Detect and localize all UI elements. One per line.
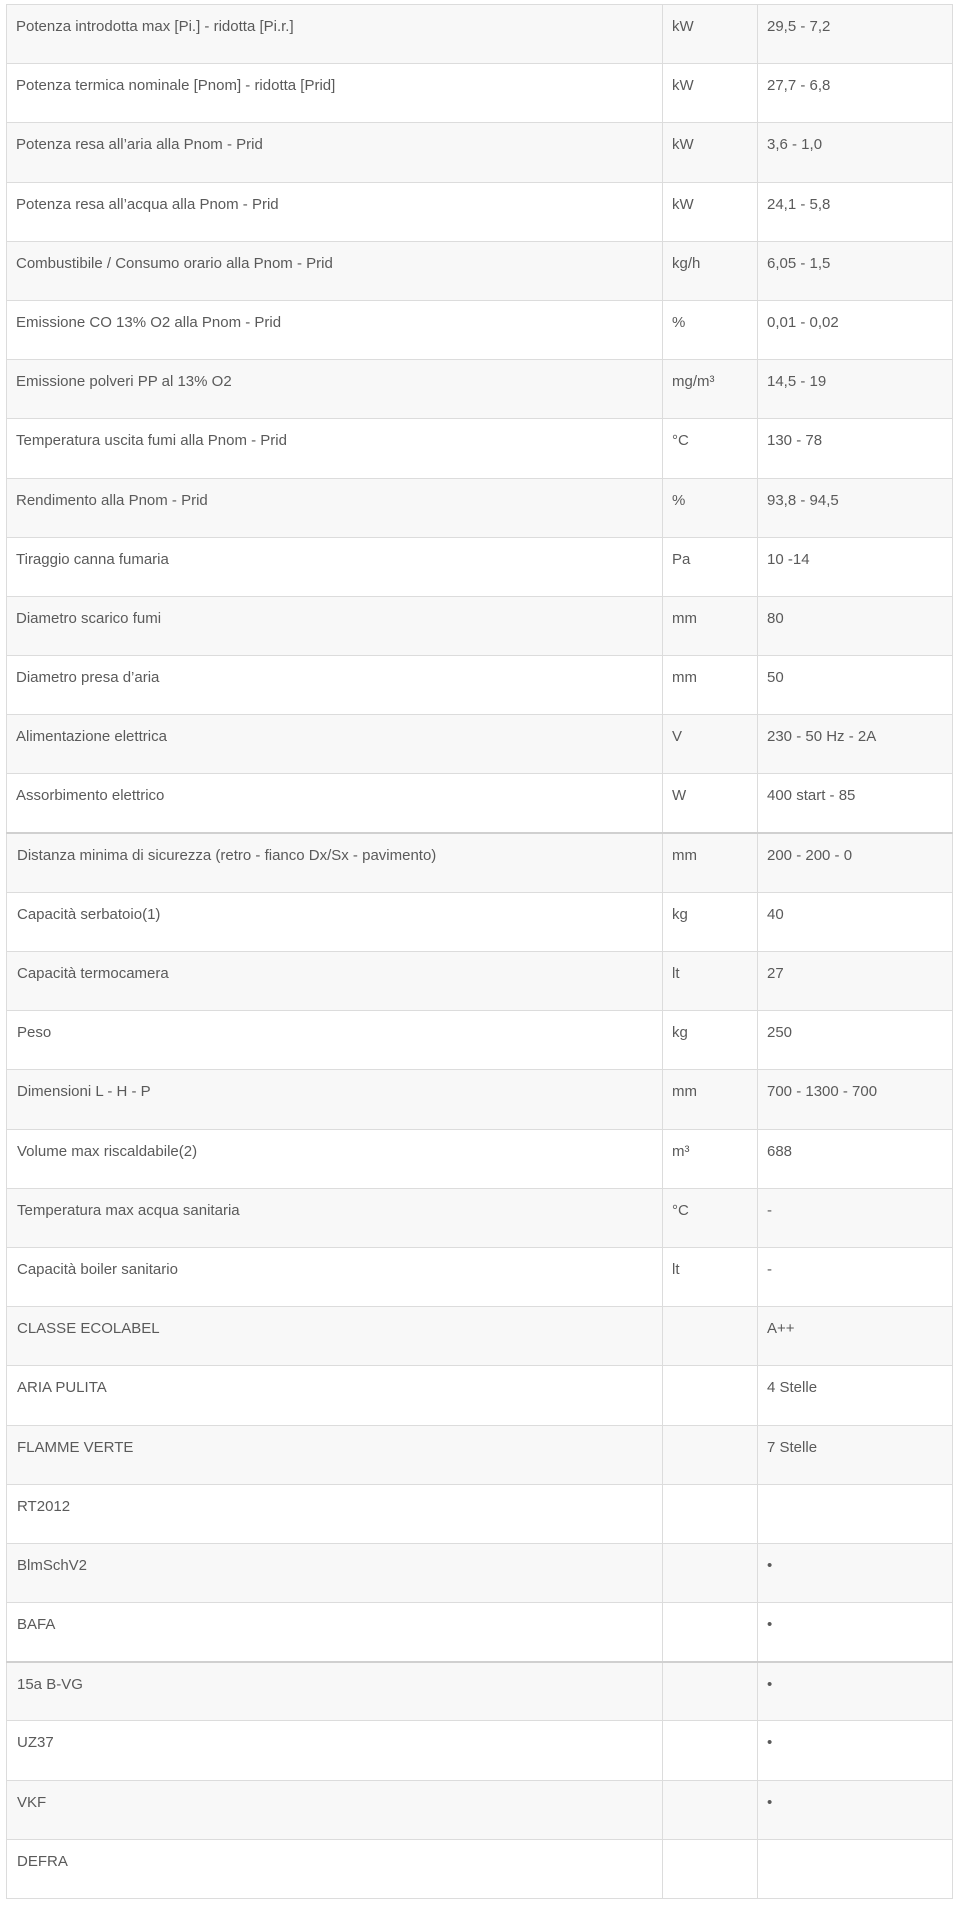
row-value: 4 Stelle	[758, 1366, 953, 1425]
row-value: 14,5 - 19	[758, 360, 953, 419]
row-value: 27,7 - 6,8	[758, 64, 953, 123]
table-row	[7, 1839, 953, 1898]
table-row	[7, 833, 953, 892]
row-value: 250	[758, 1011, 953, 1070]
row-value: 3,6 - 1,0	[758, 123, 953, 182]
row-value: 6,05 - 1,5	[758, 241, 953, 300]
row-label: Tiraggio canna fumaria	[7, 537, 663, 596]
row-unit: %	[663, 478, 758, 537]
row-unit: kg/h	[663, 241, 758, 300]
table-row	[7, 300, 953, 359]
row-unit	[663, 1366, 758, 1425]
table-row	[7, 1425, 953, 1484]
row-value: 29,5 - 7,2	[758, 5, 953, 64]
row-label: Peso	[7, 1011, 663, 1070]
row-unit	[663, 1425, 758, 1484]
row-value: -	[758, 1247, 953, 1306]
table-row	[7, 1603, 953, 1662]
row-unit	[663, 1603, 758, 1662]
row-unit: mm	[663, 656, 758, 715]
row-value: 80	[758, 596, 953, 655]
row-label: Assorbimento elettrico	[7, 774, 663, 833]
row-value: 400 start - 85	[758, 774, 953, 833]
table-row	[7, 892, 953, 951]
row-label: Diametro scarico fumi	[7, 596, 663, 655]
row-unit: mm	[663, 1070, 758, 1129]
row-label: RT2012	[7, 1484, 663, 1543]
row-value: A++	[758, 1307, 953, 1366]
row-value: 24,1 - 5,8	[758, 182, 953, 241]
row-unit: mm	[663, 833, 758, 892]
row-label: Potenza resa all’acqua alla Pnom - Prid	[7, 182, 663, 241]
row-unit: m³	[663, 1129, 758, 1188]
table-row	[7, 182, 953, 241]
row-value: •	[758, 1721, 953, 1780]
row-value: 700 - 1300 - 700	[758, 1070, 953, 1129]
row-label: Emissione polveri PP al 13% O2	[7, 360, 663, 419]
row-value: 200 - 200 - 0	[758, 833, 953, 892]
row-value: 7 Stelle	[758, 1425, 953, 1484]
table-row	[7, 715, 953, 774]
table-row	[7, 478, 953, 537]
table-row	[7, 952, 953, 1011]
table-row	[7, 1366, 953, 1425]
row-value: •	[758, 1662, 953, 1721]
row-label: Temperatura uscita fumi alla Pnom - Prid	[7, 419, 663, 478]
row-label: Alimentazione elettrica	[7, 715, 663, 774]
row-label: BAFA	[7, 1603, 663, 1662]
row-unit	[663, 1839, 758, 1898]
row-unit: mm	[663, 596, 758, 655]
table-row	[7, 64, 953, 123]
row-unit: lt	[663, 1247, 758, 1306]
row-unit: Pa	[663, 537, 758, 596]
row-unit: V	[663, 715, 758, 774]
row-unit: kW	[663, 5, 758, 64]
table-row	[7, 1662, 953, 1721]
table-row	[7, 1721, 953, 1780]
row-value: 130 - 78	[758, 419, 953, 478]
row-unit: kW	[663, 123, 758, 182]
table-row	[7, 774, 953, 833]
row-unit: lt	[663, 952, 758, 1011]
table-row	[7, 1070, 953, 1129]
row-unit	[663, 1307, 758, 1366]
row-label: Combustibile / Consumo orario alla Pnom - Prid	[7, 241, 663, 300]
table-row	[7, 1780, 953, 1839]
row-label: Distanza minima di sicurezza (retro - fianco Dx/Sx - pavimento)	[7, 833, 663, 892]
row-label: Diametro presa d’aria	[7, 656, 663, 715]
table-row	[7, 419, 953, 478]
table-row	[7, 1188, 953, 1247]
row-label: Capacità serbatoio(1)	[7, 892, 663, 951]
row-unit: %	[663, 300, 758, 359]
row-label: Potenza termica nominale [Pnom] - ridotta [Prid]	[7, 64, 663, 123]
row-unit: kW	[663, 64, 758, 123]
row-value: 0,01 - 0,02	[758, 300, 953, 359]
row-label: UZ37	[7, 1721, 663, 1780]
row-value: 93,8 - 94,5	[758, 478, 953, 537]
row-unit	[663, 1484, 758, 1543]
table-row	[7, 1484, 953, 1543]
row-value: •	[758, 1543, 953, 1602]
row-value: •	[758, 1603, 953, 1662]
table-row	[7, 5, 953, 64]
spec-table	[6, 4, 953, 1899]
row-value: 40	[758, 892, 953, 951]
row-label: Potenza resa all’aria alla Pnom - Prid	[7, 123, 663, 182]
row-unit: mg/m³	[663, 360, 758, 419]
row-label: ARIA PULITA	[7, 1366, 663, 1425]
row-unit: W	[663, 774, 758, 833]
table-row	[7, 123, 953, 182]
table-row	[7, 241, 953, 300]
row-unit: °C	[663, 419, 758, 478]
row-label: CLASSE ECOLABEL	[7, 1307, 663, 1366]
row-unit	[663, 1543, 758, 1602]
row-value: 50	[758, 656, 953, 715]
row-label: Dimensioni L - H - P	[7, 1070, 663, 1129]
row-unit	[663, 1721, 758, 1780]
row-unit	[663, 1780, 758, 1839]
row-unit: °C	[663, 1188, 758, 1247]
row-label: Volume max riscaldabile(2)	[7, 1129, 663, 1188]
row-label: 15a B-VG	[7, 1662, 663, 1721]
table-row	[7, 537, 953, 596]
row-unit	[663, 1662, 758, 1721]
row-value: •	[758, 1780, 953, 1839]
row-label: Temperatura max acqua sanitaria	[7, 1188, 663, 1247]
row-unit: kW	[663, 182, 758, 241]
row-unit: kg	[663, 1011, 758, 1070]
table-row	[7, 1011, 953, 1070]
row-label: Capacità boiler sanitario	[7, 1247, 663, 1306]
row-value	[758, 1839, 953, 1898]
row-label: BlmSchV2	[7, 1543, 663, 1602]
table-row	[7, 1543, 953, 1602]
row-label: Potenza introdotta max [Pi.] - ridotta [Pi.r.]	[7, 5, 663, 64]
row-unit: kg	[663, 892, 758, 951]
table-row	[7, 1129, 953, 1188]
row-label: FLAMME VERTE	[7, 1425, 663, 1484]
row-label: Emissione CO 13% O2 alla Pnom - Prid	[7, 300, 663, 359]
row-value: 10 -14	[758, 537, 953, 596]
spec-table-body	[7, 5, 953, 1899]
row-value: 688	[758, 1129, 953, 1188]
row-value: 230 - 50 Hz - 2A	[758, 715, 953, 774]
table-row	[7, 656, 953, 715]
row-label: VKF	[7, 1780, 663, 1839]
table-row	[7, 360, 953, 419]
table-row	[7, 1307, 953, 1366]
row-label: DEFRA	[7, 1839, 663, 1898]
row-label: Capacità termocamera	[7, 952, 663, 1011]
row-value: -	[758, 1188, 953, 1247]
table-row	[7, 596, 953, 655]
table-row	[7, 1247, 953, 1306]
spec-table-container	[6, 4, 952, 1899]
row-value: 27	[758, 952, 953, 1011]
row-label: Rendimento alla Pnom - Prid	[7, 478, 663, 537]
row-value	[758, 1484, 953, 1543]
